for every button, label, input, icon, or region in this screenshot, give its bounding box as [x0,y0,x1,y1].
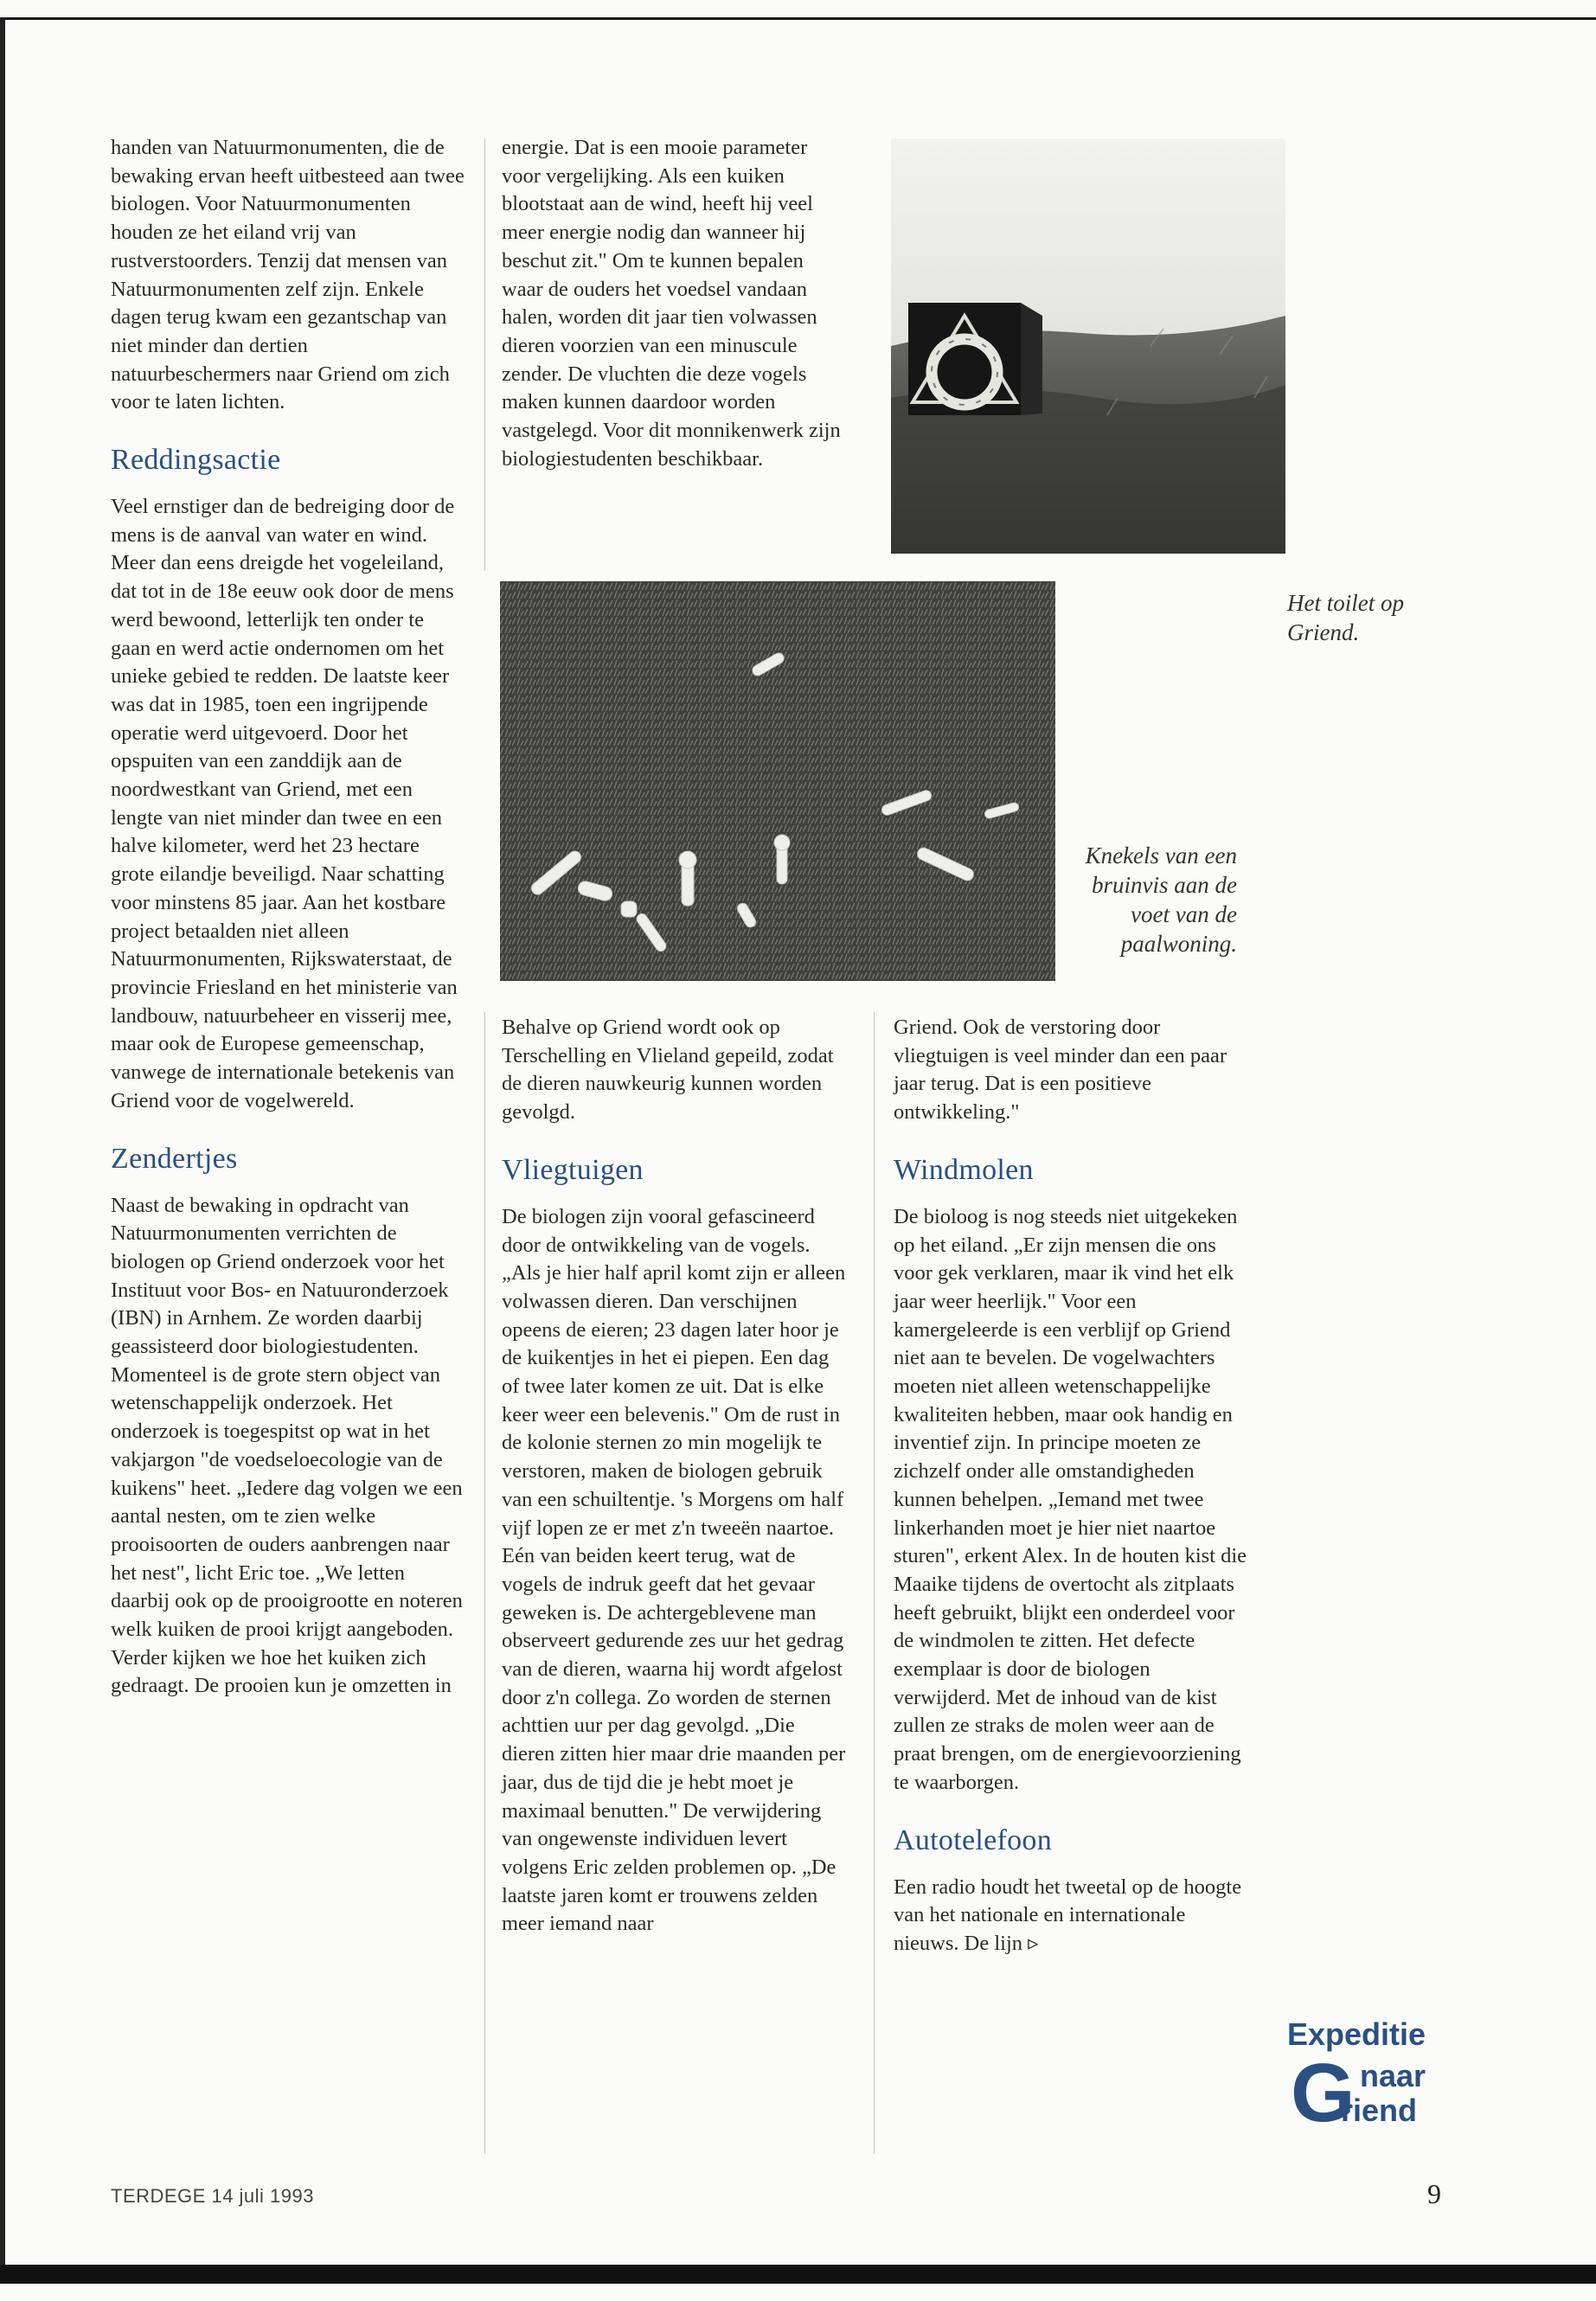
column-divider [484,1012,485,2154]
logo-line-riend: riend [1341,2093,1418,2128]
toilet-photo-image [891,138,1285,554]
caption-bones: Knekels van een bruinvis aan de voet van de paalwoning. [1085,843,1237,957]
column-2-intro: Behalve op Griend wordt ook op Terschelling en Vlieland gepeild, zodat de dieren nauwkeurig kunnen worden gevolgd. [502,1016,834,1125]
bones-photo-image [500,581,1055,981]
autotelefoon-text: Een radio houdt het tweetal op de hoogte van het nationale en internationale nieuws. De lijn ▹ [894,1875,1242,1955]
heading-autotelefoon: Autotelefoon [894,1823,1052,1856]
page-number: 9 [1427,2178,1441,2209]
column-3-intro: Griend. Ook de verstoring door vliegtuigen is veel minder dan een paar jaar terug. Dat is een positieve ontwikkeling." [894,1016,1227,1125]
heading-vliegtuigen: Vliegtuigen [502,1153,644,1186]
column-2-top-text: energie. Dat is een mooie parameter voor vergelijking. Als een kuiken blootstaat aan de wind, heeft hij veel meer energie nodig dan wanneer hij beschut zit." Om te kunnen bepalen waar de ouders het voedsel vandaan halen, worden dit jaar tien volwassen dieren voorzien van een minuscule zender. De vluchten die deze vogels maken kunnen daardoor worden vastgelegd. Voor dit monnikenwerk zijn biologiestudenten beschikbaar. [502,136,841,471]
photo-toilet [891,138,1285,554]
column-divider [484,138,485,571]
column-2-top [502,134,848,473]
top-rule [0,17,1596,20]
column-3 [894,1014,1248,1958]
heading-zendertjes: Zendertjes [111,1142,238,1175]
column-2-bottom [502,1014,848,1939]
heading-windmolen: Windmolen [894,1153,1034,1186]
vliegtuigen-text: De biologen zijn vooral gefascineerd door de ontwikkeling van de vogels. „Als je hier half april komt zijn er alleen volwassen dieren. Dan verschijnen opeens de eieren; 23 dagen later hoor je de kuikentjes in het ei piepen. Een dag of twee later komen ze uit. Dat is elke keer weer een belevenis." Om de rust in de kolonie sternen zo min mogelijk te verstoren, maken de biologen gebruik van een schuiltentje. 's Morgens om half vijf lopen ze er met z'n tweeën naartoe. Eén van beiden keert terug, wat de vogels de indruk geeft dat het gevaar geweken is. De achtergeblevene man observeert gedurende zes uur het gedrag van de dieren, waarna hij wordt afgelost door z'n collega. Zo worden de sternen achttien uur per dag gevolgd. „Die dieren zitten hier maar drie maanden per jaar, dus de tijd die je hebt moet je maximaal benutten." De verwijdering van ongewenste individuen levert volgens Eric zelden problemen op. „De laatste jaren komt er trouwens zelden meer iemand naar [502,1204,846,1936]
column-divider [874,1012,875,2154]
logo-g-letter: G [1291,2050,1356,2130]
heading-reddingsactie: Reddingsactie [111,444,281,477]
column-1-intro: handen van Natuurmonumenten, die de bewaking ervan heeft uitbesteed aan twee biologen. Voor Natuurmonumenten houden ze het eiland vrij van rustverstoorders. Tenzij dat mensen van Natuurmonumenten zelf zijn. Enkele dagen terug kwam een gezantschap van niet minder dan dertien natuurbeschermers naar Griend om zich voor te laten lichten. [111,136,465,414]
column-1 [111,134,465,1701]
footer-publication: TERDEGE 14 juli 1993 [111,2185,314,2207]
reddingsactie-text: Veel ernstiger dan de bedreiging door de mens is de aanval van water en wind. Meer dan eens dreigde het vogeleiland, dat tot in de 18e eeuw ook door de mens werd bewoond, letterlijk ten onder te gaan en werd actie ondernomen om het unieke gebied te redden. De laatste keer was dat in 1985, toen een ingrijpende operatie werd uitgevoerd. Door het opspuiten van een zanddijk aan de noordwestkant van Griend, met een lengte van niet minder dan twee en een halve kilometer, werd het 23 hectare grote eilandje beveiligd. Naar schatting voor minstens 85 jaar. Aan het kostbare project betaalden niet alleen Natuurmonumenten, Rijkswaterstaat, de provincie Friesland en het ministerie van landbouw, natuurbeheer en visserij mee, maar ook de Europese gemeenschap, vanwege de internationale betekenis van Griend voor de vogelwereld. [111,495,458,1112]
logo-line-expeditie: Expeditie [1287,2016,1426,2052]
caption-toilet: Het toilet op Griend. [1287,590,1404,645]
left-edge-shadow [0,17,5,2284]
windmolen-text: De bioloog is nog steeds niet uitgekeken op het eiland. „Er zijn mensen die ons voor gek verklaren, maar ik vind het elk jaar weer heerlijk." Voor een kamergeleerde is een verblijf op Griend niet aan te bevelen. De vogelwachters moeten niet alleen wetenschappelijke kwaliteiten hebben, maar ook handig en inventief zijn. In principe moeten ze zichzelf onder alle omstandigheden kunnen behelpen. „Iemand met twee linkerhanden moet je hier niet naartoe sturen", erkent Alex. In de houten kist die Maaike tijdens de overtocht als zitplaats heeft gebruikt, blijkt een onderdeel voor de windmolen te zitten. Het defecte exemplaar is door de biologen verwijderd. Met de inhoud van de kist zullen ze straks de molen weer aan de praat brengen, om de energievoorziening te waarborgen. [894,1204,1247,1794]
zendertjes-text: Naast de bewaking in opdracht van Natuurmonumenten verrichten de biologen op Griend onderzoek voor het Instituut voor Bos- en Natuuronderzoek (IBN) in Arnhem. Ze worden daarbij geassisteerd door biologiestudenten. Momenteel is de grote stern object van wetenschappelijk onderzoek. Het onderzoek is toegespitst op wat in het vakjargon "de voedseloecologie van de kuikens" heet. „Iedere dag volgen we een aantal nesten, om te zien welke prooisoorten de ouders aanbrengen naar het nest", licht Eric toe. „We letten daarbij ook op de prooigrootte en noteren welk kuiken de prooi krijgt aangeboden. Verder kijken we hoe het kuiken zich gedraagt. De prooien kun je omzetten in [111,1193,463,1698]
logo-line-naar: naar [1360,2058,1426,2093]
expeditie-logo [1280,2016,1453,2137]
photo-bones [500,581,1055,981]
bottom-rule [0,2265,1596,2284]
